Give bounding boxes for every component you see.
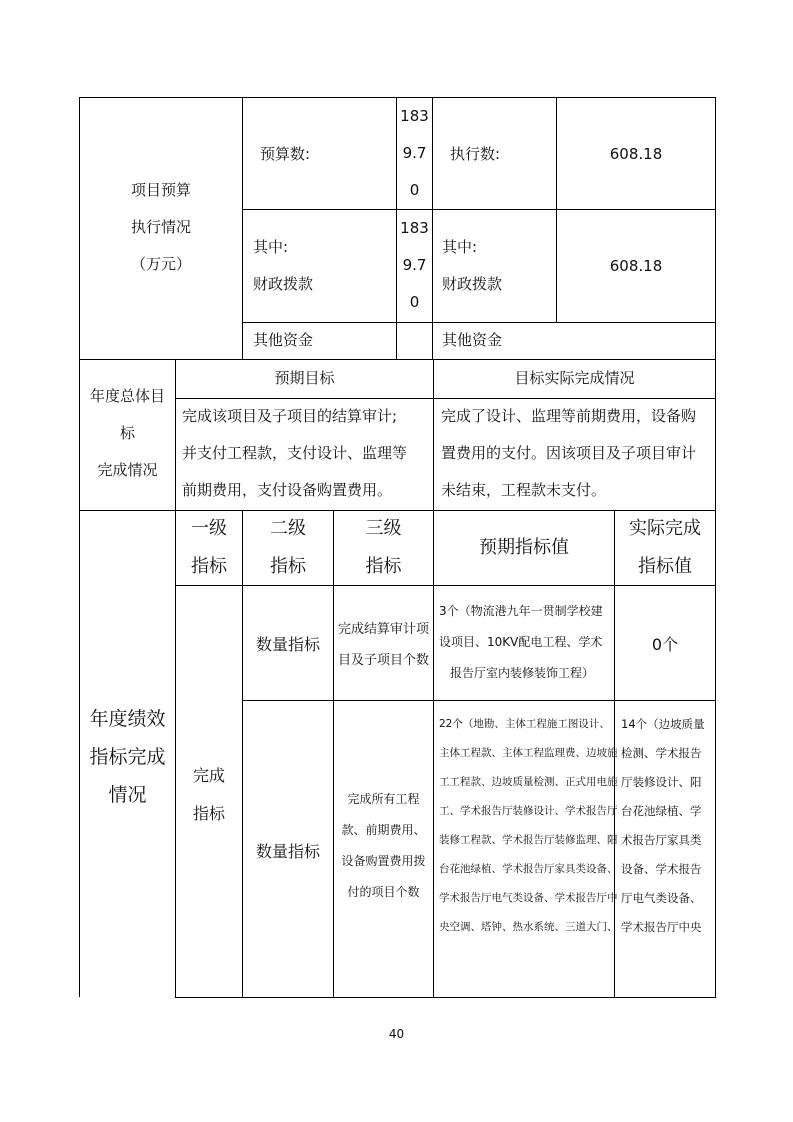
header-line: 指标 <box>191 556 227 577</box>
label-line: 财政拨款 <box>442 275 503 293</box>
label-line: 完成情况 <box>97 461 158 479</box>
exec-amount-label: 执行数: <box>450 145 501 163</box>
cell-line: 设项目、10KV配电工程、学术 <box>439 635 603 649</box>
expected-goal-text <box>182 398 407 509</box>
header-expected: 预期指标值 <box>479 537 569 558</box>
row2-actual <box>621 710 705 942</box>
cell-line: 主体工程款、主体工程监理费、边坡施 <box>439 747 618 759</box>
cell-line: 22个（地勘、主体工程施工图设计、 <box>439 718 610 730</box>
performance-label <box>80 700 175 814</box>
cell-line: 目及子项目个数 <box>337 653 429 668</box>
of-which-value <box>397 210 432 321</box>
actual-goal-text <box>441 398 696 509</box>
cell-line: 厅电气类设备、 <box>621 891 702 905</box>
header-line: 一级 <box>191 518 227 539</box>
cell-line: 央空调、塔钟、热水系统、三道大门、 <box>439 921 618 933</box>
value-line: 183 <box>400 219 429 237</box>
text-line: 完成该项目及子项目的结算审计; <box>182 407 398 425</box>
cell-line: 检测、学术报告 <box>621 746 702 760</box>
other-funds-label: 其他资金 <box>253 331 314 349</box>
value-line: 9.7 <box>402 144 427 162</box>
budget-label-line: （万元） <box>130 255 191 273</box>
budget-amount-value <box>397 98 432 209</box>
header-actual <box>615 510 715 586</box>
page-number: 40 <box>388 1027 405 1041</box>
header-line: 二级 <box>270 518 306 539</box>
header-line: 指标 <box>365 556 402 577</box>
actual-goal-header: 目标实际完成情况 <box>514 369 635 387</box>
header-line: 指标值 <box>638 556 692 577</box>
cell-line: 设备、学术报告 <box>621 862 702 876</box>
cell-line: 款、前期费用、 <box>341 823 426 837</box>
header-line: 实际完成 <box>629 518 701 539</box>
exec-of-which-value: 608.18 <box>609 257 663 275</box>
cell-line: 工、学术报告厅装修设计、学术报告厅 <box>439 805 618 817</box>
row2-level2: 数量指标 <box>255 842 320 861</box>
header-level3 <box>334 510 433 586</box>
cell-line: 台花池绿植、学 <box>621 804 702 818</box>
row1-level2: 数量指标 <box>255 635 320 654</box>
budget-amount-label: 预算数: <box>260 145 311 163</box>
cell-line: 完成所有工程 <box>347 792 420 806</box>
annual-goal-label <box>80 378 175 489</box>
value-line: 完成 <box>192 766 225 785</box>
label-line: 其中: <box>442 238 478 256</box>
text-line: 完成了设计、监理等前期费用，设备购 <box>441 407 697 425</box>
cell-line: 完成结算审计项 <box>337 622 429 637</box>
label-line: 指标完成 <box>89 746 166 768</box>
label-line: 标 <box>119 424 135 442</box>
cell-line: 设备购置费用拨 <box>341 854 426 868</box>
cell-line: 学术报告厅电气类设备、学术报告厅中 <box>439 892 618 904</box>
expected-goal-header: 预期目标 <box>274 369 335 387</box>
cell-line: 厅装修设计、阳 <box>621 775 702 789</box>
label-line: 其中: <box>253 238 289 256</box>
exec-amount-value: 608.18 <box>609 145 663 163</box>
header-level1 <box>176 510 242 586</box>
cell-line: 14个（边坡质量 <box>621 717 705 731</box>
exec-of-which-label <box>442 229 502 303</box>
header-line: 三级 <box>365 518 402 539</box>
row1-actual: 0个 <box>651 635 679 654</box>
text-line: 前期费用，支付设备购置费用。 <box>182 481 393 499</box>
cell-line: 学术报告厅中央 <box>621 920 702 934</box>
text-line: 置费用的支付。因该项目及子项目审计 <box>441 444 697 462</box>
value-line: 9.7 <box>402 256 427 274</box>
label-line: 情况 <box>108 784 147 806</box>
value-line: 指标 <box>192 804 225 823</box>
row2-level3 <box>334 784 433 908</box>
text-line: 未结束，工程款未支付。 <box>441 481 607 499</box>
cell-line: 报告厅室内装修装饰工程） <box>450 666 595 680</box>
header-line: 指标 <box>270 556 306 577</box>
budget-label <box>80 172 242 283</box>
label-line: 年度绩效 <box>89 708 166 730</box>
text-line: 并支付工程款，支付设计、监理等 <box>182 444 408 462</box>
level1-value <box>176 757 242 833</box>
value-line: 0 <box>409 181 420 199</box>
row1-expected <box>439 596 603 689</box>
row2-expected <box>439 710 618 942</box>
cell-line: 台花池绿植、学术报告厅家具类设备、 <box>439 863 618 875</box>
cell-line: 工工程款、边坡质量检测、正式用电施 <box>439 776 618 788</box>
cell-line: 3个（物流港九年一贯制学校建 <box>439 604 603 618</box>
value-line: 183 <box>400 107 429 125</box>
cell-line: 付的项目个数 <box>347 885 420 899</box>
header-level2 <box>243 510 333 586</box>
row1-level3 <box>334 614 433 676</box>
label-line: 财政拨款 <box>253 275 314 293</box>
budget-label-line: 执行情况 <box>130 218 191 236</box>
cell-line: 术报告厅家具类 <box>621 833 702 847</box>
budget-label-line: 项目预算 <box>130 181 191 199</box>
value-line: 0 <box>409 293 420 311</box>
label-line: 年度总体目 <box>89 387 165 405</box>
exec-other-funds-label: 其他资金 <box>442 331 503 349</box>
cell-line: 装修工程款、学术报告厅装修监理、阳 <box>439 834 618 846</box>
of-which-label <box>253 229 313 303</box>
